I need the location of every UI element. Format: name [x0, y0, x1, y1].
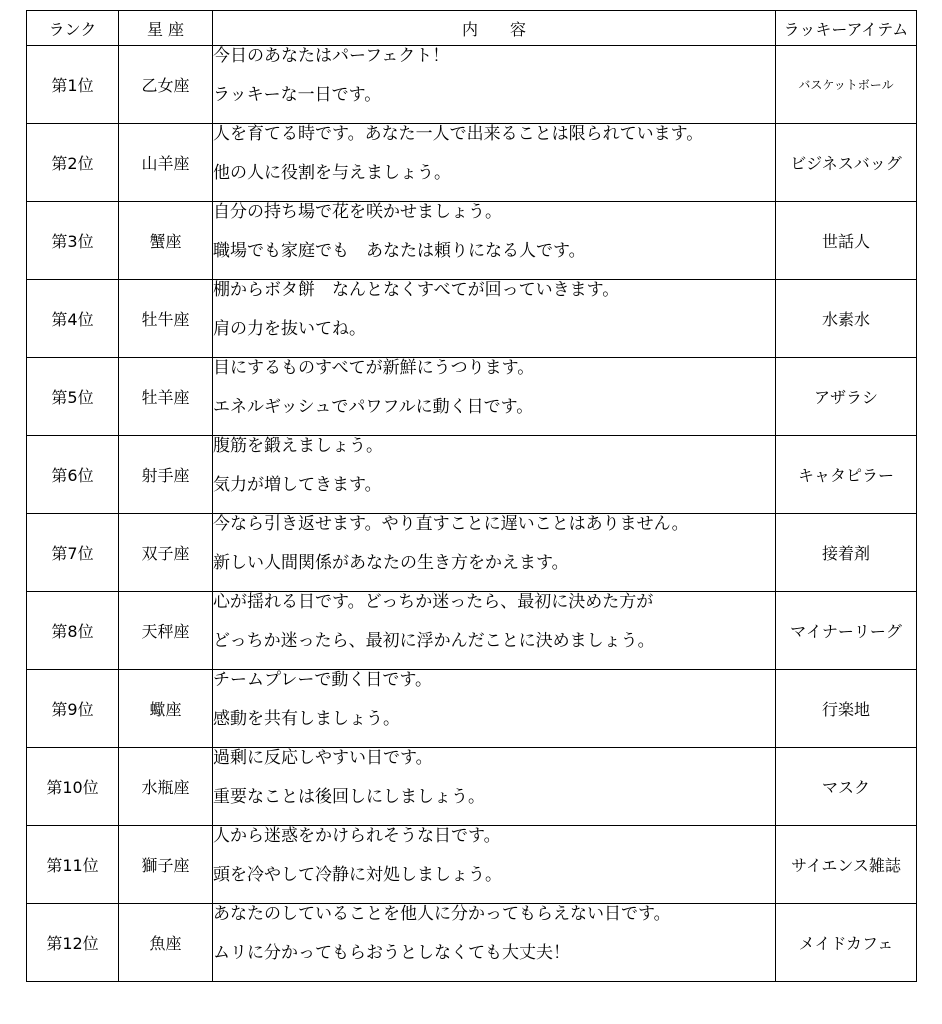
sign-cell: 牡羊座 — [119, 358, 213, 436]
lucky-item-cell: メイドカフェ — [776, 904, 917, 982]
sign-cell: 蟹座 — [119, 202, 213, 280]
content-line-1: 棚からボタ餅 なんとなくすべてが回っていきます。 — [213, 280, 620, 300]
content-line-1: 心が揺れる日です。どっちか迷ったら、最初に決めた方が — [213, 592, 654, 612]
table-row — [27, 670, 917, 748]
content-line-1: 今なら引き返せます。やり直すことに遅いことはありません。 — [213, 514, 689, 534]
header-rank: ランク — [27, 11, 119, 46]
header-content: 内 容 — [213, 11, 776, 46]
content-line-2: 職場でも家庭でも あなたは頼りになる人です。 — [213, 241, 586, 261]
content-line-2: 他の人に役割を与えましょう。 — [213, 163, 451, 183]
horoscope-ranking-table — [26, 10, 917, 982]
table-row — [27, 748, 917, 826]
content-cell — [213, 670, 776, 748]
content-cell — [213, 826, 776, 904]
content-line-1: 自分の持ち場で花を咲かせましょう。 — [213, 202, 502, 222]
rank-cell: 第11位 — [27, 826, 119, 904]
rank-cell: 第3位 — [27, 202, 119, 280]
sign-cell: 水瓶座 — [119, 748, 213, 826]
content-line-1: 人から迷惑をかけられそうな日です。 — [213, 826, 501, 846]
rank-cell: 第2位 — [27, 124, 119, 202]
content-line-2: 頭を冷やして冷静に対処しましょう。 — [213, 865, 502, 885]
content-line-1: 腹筋を鍛えましょう。 — [213, 436, 383, 456]
content-cell — [213, 202, 776, 280]
sign-cell: 魚座 — [119, 904, 213, 982]
lucky-item-cell: 水素水 — [776, 280, 917, 358]
lucky-item-cell: サイエンス雑誌 — [776, 826, 917, 904]
lucky-item-cell: 世話人 — [776, 202, 917, 280]
content-line-2: どっちか迷ったら、最初に浮かんだことに決めましょう。 — [213, 631, 655, 651]
content-line-1: 過剰に反応しやすい日です。 — [213, 748, 433, 768]
rank-cell: 第10位 — [27, 748, 119, 826]
header-lucky-item: ラッキーアイテム — [776, 11, 917, 46]
content-cell — [213, 514, 776, 592]
sign-cell: 天秤座 — [119, 592, 213, 670]
sign-cell: 射手座 — [119, 436, 213, 514]
sign-cell: 牡牛座 — [119, 280, 213, 358]
content-line-1: チームプレーで動く日です。 — [213, 670, 432, 690]
content-cell — [213, 280, 776, 358]
content-line-1: 人を育てる時です。あなた一人で出来ることは限られています。 — [213, 124, 704, 144]
lucky-item-cell: アザラシ — [776, 358, 917, 436]
content-line-2: 重要なことは後回しにしましょう。 — [213, 787, 485, 807]
rank-cell: 第1位 — [27, 46, 119, 124]
table-row — [27, 202, 917, 280]
header-row — [27, 11, 917, 46]
content-line-2: 気力が増してきます。 — [213, 475, 382, 495]
lucky-item-cell: マスク — [776, 748, 917, 826]
lucky-item-cell: 接着剤 — [776, 514, 917, 592]
sign-cell: 獅子座 — [119, 826, 213, 904]
content-line-2: エネルギッシュでパワフルに動く日です。 — [213, 397, 534, 417]
content-line-2: 新しい人間関係があなたの生き方をかえます。 — [213, 553, 569, 573]
header-sign: 星 座 — [119, 11, 213, 46]
content-cell — [213, 124, 776, 202]
content-line-1: 目にするものすべてが新鮮にうつります。 — [213, 358, 535, 378]
table-row — [27, 436, 917, 514]
rank-cell: 第9位 — [27, 670, 119, 748]
lucky-item-cell: ビジネスバッグ — [776, 124, 917, 202]
content-cell — [213, 46, 776, 124]
content-line-2: 感動を共有しましょう。 — [213, 709, 400, 729]
content-line-2: ラッキーな一日です。 — [213, 85, 382, 105]
sign-cell: 双子座 — [119, 514, 213, 592]
content-line-1: あなたのしていることを他人に分かってもらえない日です。 — [213, 904, 671, 924]
rank-cell: 第8位 — [27, 592, 119, 670]
table-row — [27, 592, 917, 670]
lucky-item-cell: 行楽地 — [776, 670, 917, 748]
table-row — [27, 358, 917, 436]
content-cell — [213, 904, 776, 982]
rank-cell: 第6位 — [27, 436, 119, 514]
content-cell — [213, 436, 776, 514]
table-row — [27, 280, 917, 358]
content-line-2: 肩の力を抜いてね。 — [213, 319, 366, 339]
lucky-item-cell: バスケットボール — [776, 46, 917, 124]
rank-cell: 第5位 — [27, 358, 119, 436]
rank-cell: 第4位 — [27, 280, 119, 358]
sign-cell: 山羊座 — [119, 124, 213, 202]
content-line-2: ムリに分かってもらおうとしなくても大丈夫！ — [213, 943, 570, 963]
sign-cell: 乙女座 — [119, 46, 213, 124]
content-line-1: 今日のあなたはパーフェクト！ — [213, 46, 450, 66]
table-row — [27, 514, 917, 592]
table-row — [27, 904, 917, 982]
lucky-item-cell: キャタピラー — [776, 436, 917, 514]
rank-cell: 第12位 — [27, 904, 119, 982]
table-row — [27, 124, 917, 202]
table-row — [27, 46, 917, 124]
content-cell — [213, 592, 776, 670]
table-row — [27, 826, 917, 904]
rank-cell: 第7位 — [27, 514, 119, 592]
sign-cell: 蠍座 — [119, 670, 213, 748]
lucky-item-cell: マイナーリーグ — [776, 592, 917, 670]
content-cell — [213, 748, 776, 826]
content-cell — [213, 358, 776, 436]
